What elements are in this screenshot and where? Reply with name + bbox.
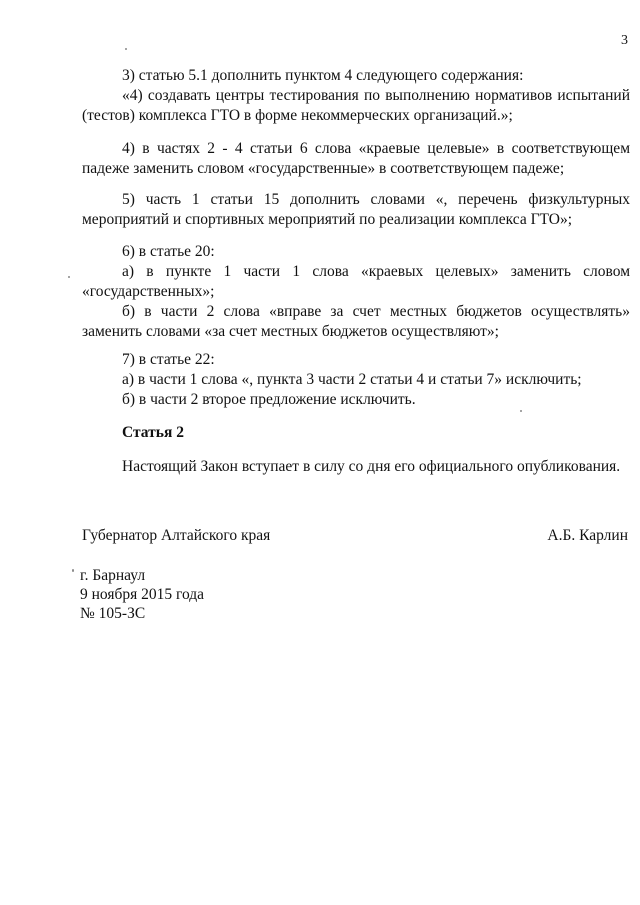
item-7-line-1: 7) в статье 22: bbox=[122, 351, 215, 368]
signatory-title: Губернатор Алтайского края bbox=[82, 527, 271, 544]
signatory-name: А.Б. Карлин bbox=[547, 527, 628, 544]
page-number: 3 bbox=[621, 33, 628, 48]
item-4-paragraph bbox=[82, 139, 630, 179]
article-2-text: Настоящий Закон вступает в силу со дня его официального опубликования. bbox=[122, 458, 621, 475]
item-7-paragraph bbox=[82, 350, 630, 410]
document-date: 9 ноября 2015 года bbox=[80, 586, 205, 603]
city: г. Барнаул bbox=[80, 567, 146, 584]
item-5-line-1: 5) часть 1 статьи 15 дополнить словами «, перечень физкультурных bbox=[122, 191, 630, 208]
item-3-line-2: «4) создавать центры тестирования по выполнению нормативов испытаний bbox=[122, 87, 630, 104]
article-2-paragraph bbox=[82, 457, 630, 477]
item-5-paragraph bbox=[82, 190, 630, 230]
place-date-block bbox=[80, 566, 204, 623]
item-6-line-1: 6) в статье 20: bbox=[122, 243, 215, 260]
scan-speck bbox=[72, 569, 74, 572]
item-6-line-2: а) в пункте 1 части 1 слова «краевых целевых» заменить словом bbox=[122, 263, 630, 280]
item-3-line-3: (тестов) комплекса ГТО в форме некоммерческих организаций.»; bbox=[82, 107, 513, 124]
item-6-paragraph bbox=[82, 242, 630, 342]
article-2-heading: Статья 2 bbox=[122, 424, 184, 441]
item-4-line-2: падеже заменить словом «государственные» в соответствующем падеже; bbox=[82, 160, 565, 177]
document-number: № 105-ЗС bbox=[80, 605, 146, 622]
scan-speck bbox=[125, 48, 127, 50]
item-6-line-3: «государственных»; bbox=[82, 283, 215, 300]
item-6-line-4: б) в части 2 слова «вправе за счет местных бюджетов осуществлять» bbox=[122, 303, 630, 320]
item-3-paragraph bbox=[82, 66, 630, 126]
item-3-line-1: 3) статью 5.1 дополнить пунктом 4 следующего содержания: bbox=[122, 67, 524, 84]
item-5-line-2: мероприятий и спортивных мероприятий по реализации комплекса ГТО»; bbox=[82, 211, 573, 228]
item-6-line-5: заменить словами «за счет местных бюджетов осуществляют»; bbox=[82, 323, 499, 340]
scan-speck bbox=[68, 276, 70, 278]
scan-speck bbox=[520, 410, 522, 412]
item-7-line-3: б) в части 2 второе предложение исключить. bbox=[122, 391, 416, 408]
item-7-line-2: а) в части 1 слова «, пункта 3 части 2 статьи 4 и статьи 7» исключить; bbox=[122, 371, 582, 388]
item-4-line-1: 4) в частях 2 - 4 статьи 6 слова «краевые целевые» в соответствующем bbox=[122, 140, 630, 157]
